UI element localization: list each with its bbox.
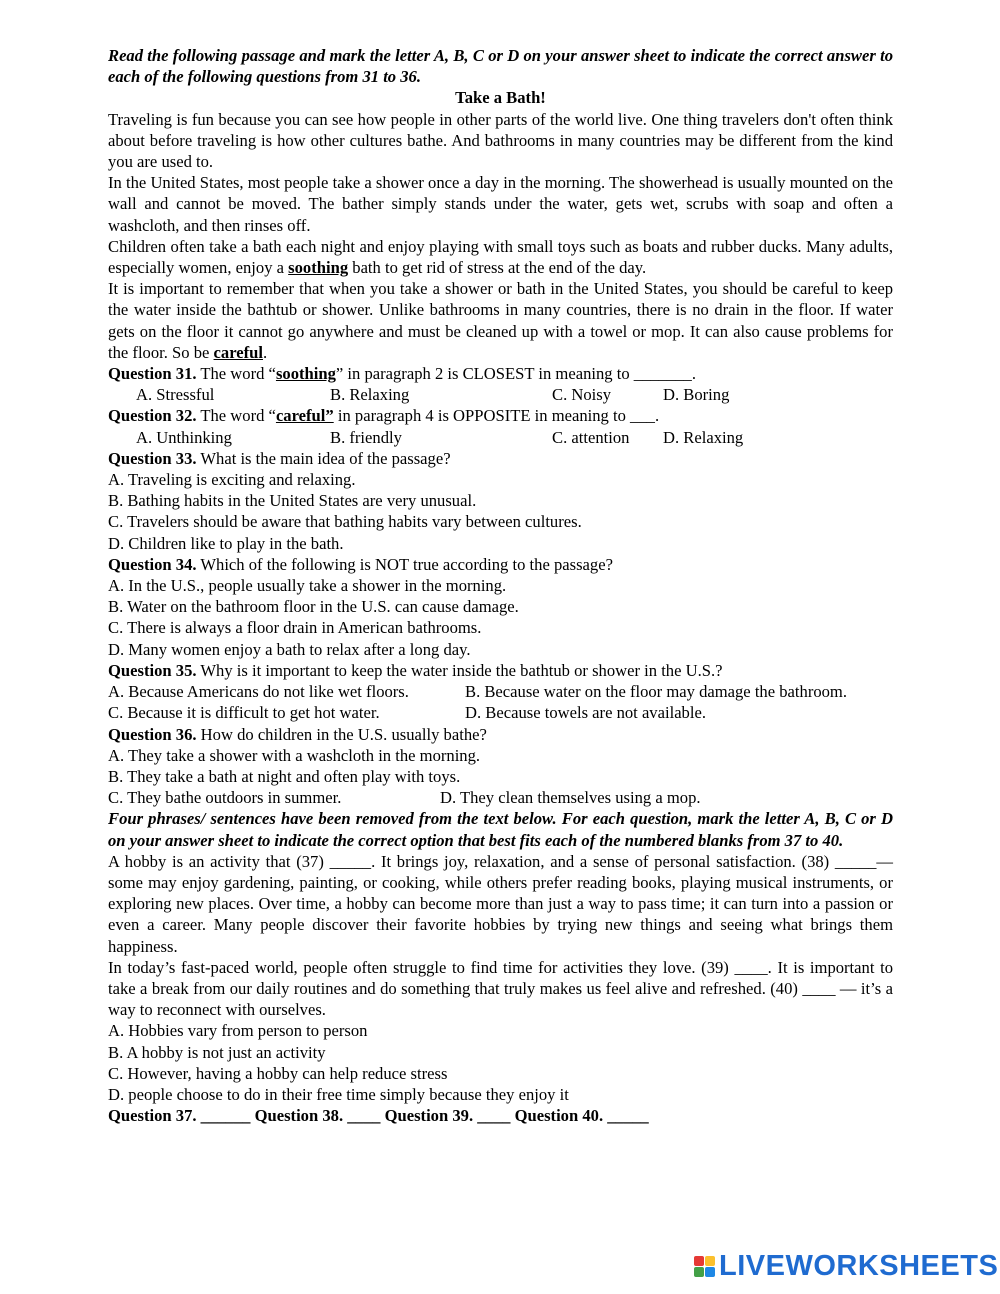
question-text: The word “ (196, 364, 276, 384)
option-d[interactable]: D. Many women enjoy a bath to relax after a long day. (108, 639, 471, 659)
instructions-cloze: Four phrases/ sentences have been removed from the text below. For each question, mark the letter A, B, C or D on your answer sheet to indicate the correct option that best fits each of the numbered blanks from 37 to 40. (108, 809, 893, 850)
hobby-paragraph-2: In today’s fast-paced world, people often struggle to find time for activities they love. (39) ____. It is important to take a break from our daily routines and do something that truly makes us feel alive and refreshed. (40) ____ — it’s a way to reconnect with ourselves. (108, 957, 893, 1020)
question-31-options (108, 384, 893, 405)
question-35 (108, 660, 893, 681)
paragraph-4-text-end: . (263, 342, 268, 362)
question-34 (108, 554, 893, 575)
logo-tile (694, 1256, 704, 1266)
option-d[interactable]: D. Relaxing (663, 427, 744, 447)
paragraph-3-text-end: bath to get rid of stress at the end of the day. (348, 258, 647, 278)
question-35-options-ab (108, 681, 893, 702)
question-keyword: careful” (275, 406, 334, 426)
paragraph-2: In the United States, most people take a shower once a day in the morning. The showerhead is usually mounted on the wall and cannot be moved. The bather simply stands under the water, gets wet, scrubs with soap and often a washcloth, and then rinses off. (108, 173, 893, 235)
question-label: Question 31. (108, 364, 197, 384)
question-keyword: soothing (275, 364, 336, 384)
option-b[interactable]: B. Because water on the floor may damage the bathroom. (465, 682, 847, 702)
question-label: Question 33. (108, 448, 197, 468)
option-c[interactable]: C. They bathe outdoors in summer. (108, 788, 342, 808)
cloze-option-b[interactable]: B. A hobby is not just an activity (108, 1042, 326, 1062)
option-a[interactable]: A. Stressful (136, 385, 215, 405)
question-label: Question 36. (108, 724, 197, 744)
logo-tile (705, 1267, 715, 1277)
question-33 (108, 448, 893, 469)
option-c[interactable]: C. Noisy (552, 385, 612, 405)
question-36-options-cd (108, 787, 893, 808)
option-b[interactable]: B. Bathing habits in the United States are very unusual. (108, 491, 477, 511)
question-text-end: in paragraph 4 is OPPOSITE in meaning to ___. (333, 406, 660, 426)
instructions-reading: Read the following passage and mark the letter A, B, C or D on your answer sheet to indicate the correct answer to each of the following questions from 31 to 36. (108, 46, 893, 87)
question-text-end: ” in paragraph 2 is CLOSEST in meaning to _______. (335, 364, 696, 384)
option-a[interactable]: A. Traveling is exciting and relaxing. (108, 470, 356, 490)
option-b[interactable]: B. Water on the bathroom floor in the U.S. can cause damage. (108, 597, 519, 617)
question-32 (108, 405, 893, 426)
question-label: Question 32. (108, 406, 197, 426)
paragraph-3-text: Children often take a bath each night and enjoy playing with small toys such as boats and rubber ducks. Many adults, especially women, enjoy a (108, 236, 893, 278)
option-c[interactable]: C. attention (552, 427, 630, 447)
option-c[interactable]: C. Because it is difficult to get hot water. (108, 703, 380, 723)
worksheet-page (108, 45, 893, 1126)
question-text: How do children in the U.S. usually bathe? (196, 724, 487, 744)
answer-line[interactable]: Question 37. ______ Question 38. ____ Question 39. ____ Question 40. _____ (108, 1106, 649, 1126)
question-text: The word “ (196, 406, 276, 426)
option-d[interactable]: D. Because towels are not available. (465, 703, 706, 723)
option-a[interactable]: A. They take a shower with a washcloth in the morning. (108, 745, 481, 765)
option-d[interactable]: D. Boring (663, 385, 730, 405)
option-b[interactable]: B. They take a bath at night and often play with toys. (108, 766, 461, 786)
option-a[interactable]: A. Because Americans do not like wet floors. (108, 682, 409, 702)
paragraph-1: Traveling is fun because you can see how people in other parts of the world live. One thing travelers don't often think about before traveling is how other cultures bathe. And bathrooms in many countries may be different from the kind you are used to. (108, 109, 893, 172)
option-d[interactable]: D. They clean themselves using a mop. (440, 788, 701, 808)
question-text: Why is it important to keep the water inside the bathtub or shower in the U.S.? (196, 660, 723, 680)
question-label: Question 34. (108, 554, 197, 574)
question-32-options (108, 427, 893, 448)
question-31 (108, 363, 893, 384)
highlight-careful: careful (213, 342, 264, 362)
passage-title: Take a Bath! (455, 88, 546, 108)
paragraph-4-text: It is important to remember that when you take a shower or bath in the United States, you should be careful to keep the water inside the bathtub or shower. Unlike bathrooms in many countries, there is no drain in the floor. If water gets on the floor it cannot go anywhere and must be cleaned up with a towel or mop. It can also cause problems for the floor. So be (108, 279, 893, 362)
question-35-options-cd (108, 702, 893, 723)
paragraph-3 (108, 236, 893, 278)
question-text: What is the main idea of the passage? (196, 448, 451, 468)
option-b[interactable]: B. Relaxing (330, 385, 410, 405)
cloze-option-a[interactable]: A. Hobbies vary from person to person (108, 1021, 368, 1041)
option-a[interactable]: A. Unthinking (136, 427, 232, 447)
logo-text: LIVEWORKSHEETS (719, 1250, 999, 1282)
question-text: Which of the following is NOT true according to the passage? (196, 554, 613, 574)
option-c[interactable]: C. Travelers should be aware that bathing habits vary between cultures. (108, 512, 582, 532)
cloze-option-d[interactable]: D. people choose to do in their free time simply because they enjoy it (108, 1084, 569, 1104)
hobby-paragraph-1: A hobby is an activity that (37) _____. It brings joy, relaxation, and a sense of personal satisfaction. (38) _____— some may enjoy gardening, painting, or cooking, while others prefer reading books, playing musical instruments, or exploring new places. Over time, a hobby can become more than just a way to pass time; it can turn into a passion or even a career. Many people discover their favorite hobbies by trying new things and seeing what brings them happiness. (108, 851, 893, 956)
option-a[interactable]: A. In the U.S., people usually take a shower in the morning. (108, 576, 507, 596)
question-label: Question 35. (108, 660, 197, 680)
cloze-option-c[interactable]: C. However, having a hobby can help reduce stress (108, 1063, 448, 1083)
option-c[interactable]: C. There is always a floor drain in American bathrooms. (108, 618, 482, 638)
option-d[interactable]: D. Children like to play in the bath. (108, 533, 344, 553)
liveworksheets-logo (694, 1250, 999, 1282)
logo-grid-icon (694, 1256, 715, 1277)
highlight-soothing: soothing (288, 258, 349, 278)
logo-tile (694, 1267, 704, 1277)
option-b[interactable]: B. friendly (330, 427, 402, 447)
paragraph-4 (108, 278, 893, 363)
logo-tile (705, 1256, 715, 1266)
question-36 (108, 724, 893, 745)
